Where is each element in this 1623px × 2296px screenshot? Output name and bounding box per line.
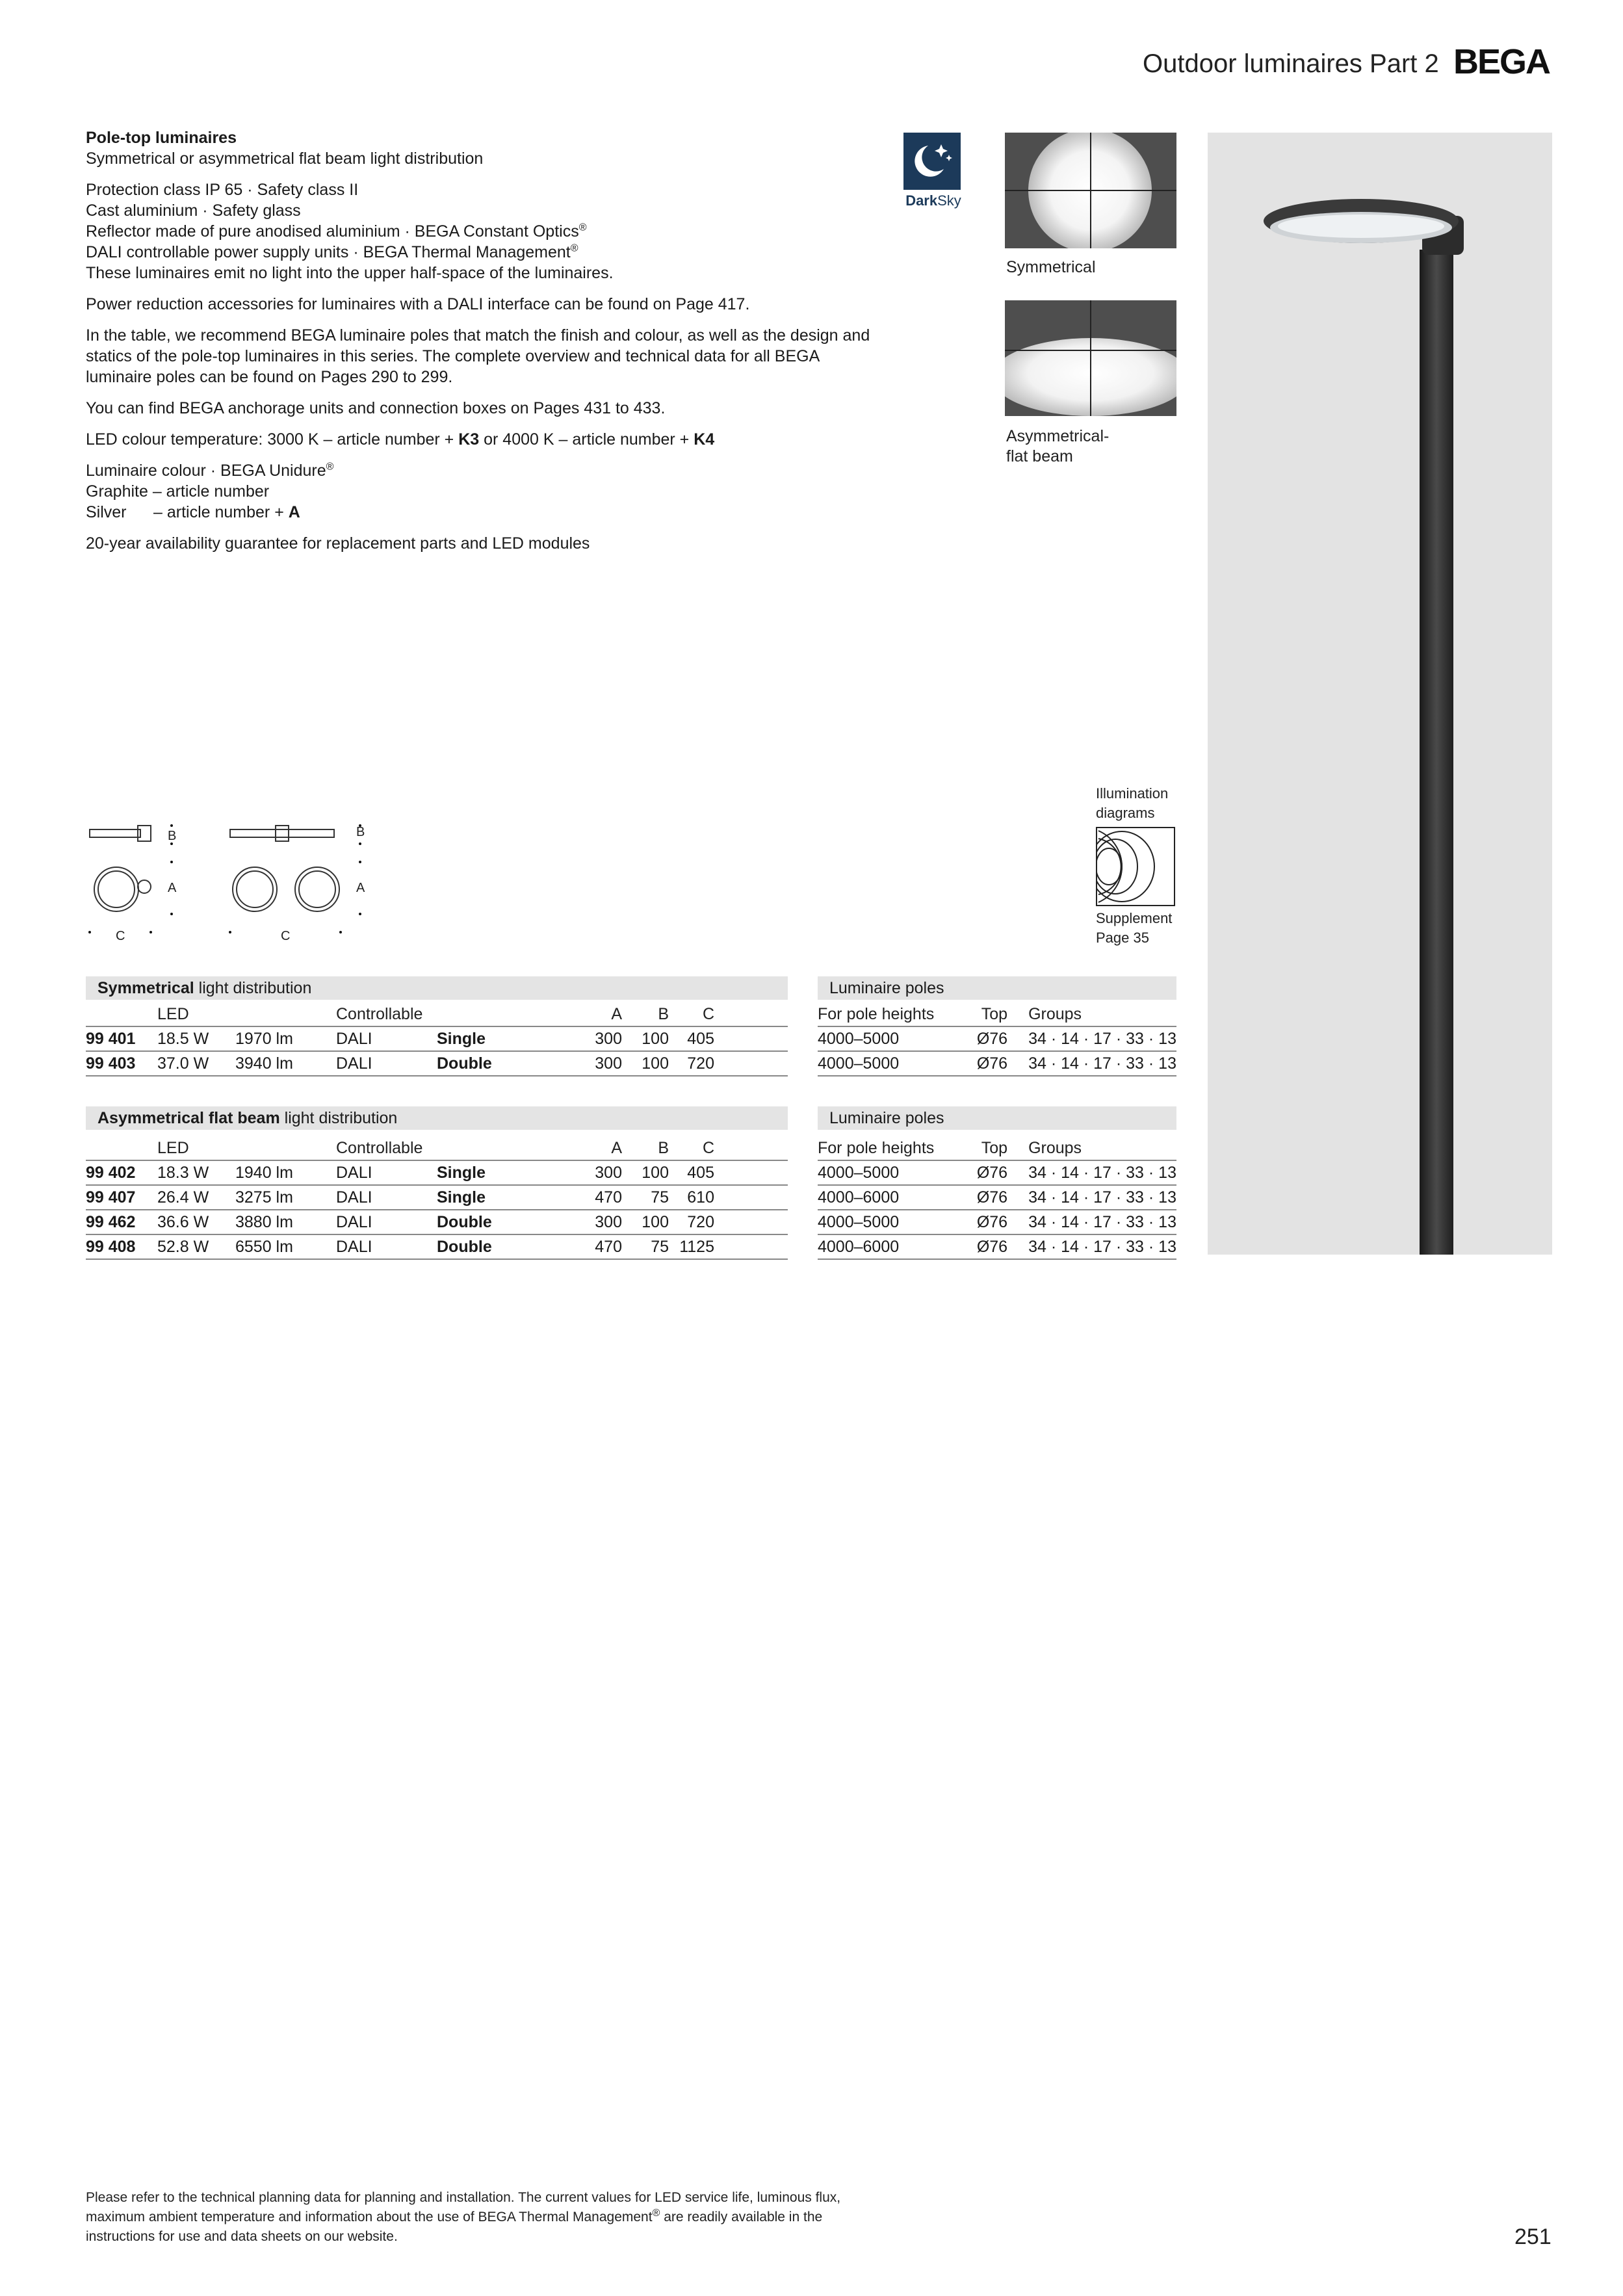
symmetrical-distribution-image: [1005, 133, 1176, 248]
footer-note: Please refer to the technical planning data for planning and installation. The current values for LED service life, luminous flux, maximum ambient temperature and information about the use of BEGA Thermal Management® are readily available in the instructions for use and data sheets on our website.: [86, 2190, 841, 2244]
dim-label-c: C: [281, 929, 291, 943]
dimension-drawings: [86, 816, 372, 946]
symmetrical-table-title: Symmetrical light distribution: [86, 976, 788, 1000]
table-header-row: For pole heights Top Groups: [818, 1136, 1176, 1160]
poles-table-asymmetrical: [818, 1136, 1176, 1260]
table-row: 99 407 26.4 W 3275 lm DALI Single 470 75 610: [86, 1185, 788, 1210]
luminaire-colour: Luminaire colour · BEGA Unidure® Graphite – article number Silver – article number + A: [86, 461, 334, 521]
feature-list: [86, 179, 885, 283]
table-row: 4000–5000 Ø76 34 · 14 · 17 · 33 · 13: [818, 1026, 1176, 1051]
dim-label-c: C: [116, 929, 125, 943]
registered-mark: ®: [570, 242, 578, 254]
symmetrical-caption: Symmetrical: [1006, 258, 1096, 276]
feature-item: Protection class IP 65 · Safety class II: [86, 181, 359, 199]
feature-item: DALI controllable power supply units · BEGA Thermal Management: [86, 243, 571, 261]
dim-label-a: A: [356, 881, 365, 895]
asymmetrical-distribution-image: [1005, 300, 1176, 416]
supplement-reference: Supplement Page 35: [1096, 910, 1173, 946]
asymmetrical-table-title: Asymmetrical flat beam light distribution: [86, 1106, 788, 1130]
section-heading: Pole-top luminaires: [86, 129, 237, 147]
dim-label-b: B: [168, 829, 177, 843]
table-row: 4000–6000 Ø76 34 · 14 · 17 · 33 · 13: [818, 1185, 1176, 1210]
table-row: 4000–5000 Ø76 34 · 14 · 17 · 33 · 13: [818, 1160, 1176, 1185]
registered-mark: ®: [578, 222, 587, 233]
poles-table-title: Luminaire poles: [818, 976, 1176, 1000]
feature-item: Reflector made of pure anodised aluminium · BEGA Constant Optics: [86, 222, 579, 241]
bega-logo: BEGA: [1453, 42, 1550, 81]
illumination-diagram-icon: [1096, 827, 1175, 906]
table-row: 99 462 36.6 W 3880 lm DALI Double 300 100 720: [86, 1210, 788, 1234]
table-row: 4000–6000 Ø76 34 · 14 · 17 · 33 · 13: [818, 1234, 1176, 1259]
darksky-logo: DarkSky: [903, 133, 963, 211]
table-header-row: LED Controllable A B C: [86, 1136, 788, 1160]
table-row: 4000–5000 Ø76 34 · 14 · 17 · 33 · 13: [818, 1051, 1176, 1076]
poles-table-symmetrical: [818, 1002, 1176, 1076]
power-reduction-note: Power reduction accessories for luminaires with a DALI interface can be found on Page 417.: [86, 295, 750, 313]
page-number: 251: [1514, 2224, 1552, 2249]
table-header-row: LED Controllable A B C: [86, 1002, 788, 1026]
table-row: 99 403 37.0 W 3940 lm DALI Double 300 100 720: [86, 1051, 788, 1076]
asymmetrical-table: [86, 1136, 788, 1260]
poles-table-title: Luminaire poles: [818, 1106, 1176, 1130]
anchorage-note: You can find BEGA anchorage units and connection boxes on Pages 431 to 433.: [86, 399, 666, 417]
led-colour-temperature: LED colour temperature: 3000 K – article number + K3 or 4000 K – article number + K4: [86, 430, 715, 449]
feature-item: Cast aluminium · Safety glass: [86, 202, 301, 220]
poles-recommendation: In the table, we recommend BEGA luminaire poles that match the finish and colour, as well as the design and statics of the pole-top luminaires in this series. The complete overview and technical data for all BEGA luminaire poles can be found on Pages 290 to 299.: [86, 326, 870, 386]
symmetrical-table: [86, 1002, 788, 1076]
product-photo: [1208, 133, 1552, 1255]
guarantee-note: 20-year availability guarantee for replacement parts and LED modules: [86, 534, 590, 553]
intro-text: [86, 127, 885, 564]
table-row: 4000–5000 Ø76 34 · 14 · 17 · 33 · 13: [818, 1210, 1176, 1234]
moon-icon: [903, 133, 961, 190]
section-subheading: Symmetrical or asymmetrical flat beam light distribution: [86, 150, 484, 168]
table-row: 99 402 18.3 W 1940 lm DALI Single 300 100 405: [86, 1160, 788, 1185]
table-header-row: For pole heights Top Groups: [818, 1002, 1176, 1026]
asymmetrical-caption: Asymmetrical- flat beam: [1006, 427, 1110, 465]
dim-label-a: A: [168, 881, 177, 895]
feature-item: These luminaires emit no light into the upper half-space of the luminaires.: [86, 264, 614, 282]
page-header-title: Outdoor luminaires Part 2: [1143, 49, 1439, 78]
dim-label-b: B: [356, 825, 365, 839]
table-row: 99 408 52.8 W 6550 lm DALI Double 470 75 1125: [86, 1234, 788, 1259]
table-row: 99 401 18.5 W 1970 lm DALI Single 300 100 405: [86, 1026, 788, 1051]
illumination-label: Illumination diagrams: [1096, 785, 1169, 821]
